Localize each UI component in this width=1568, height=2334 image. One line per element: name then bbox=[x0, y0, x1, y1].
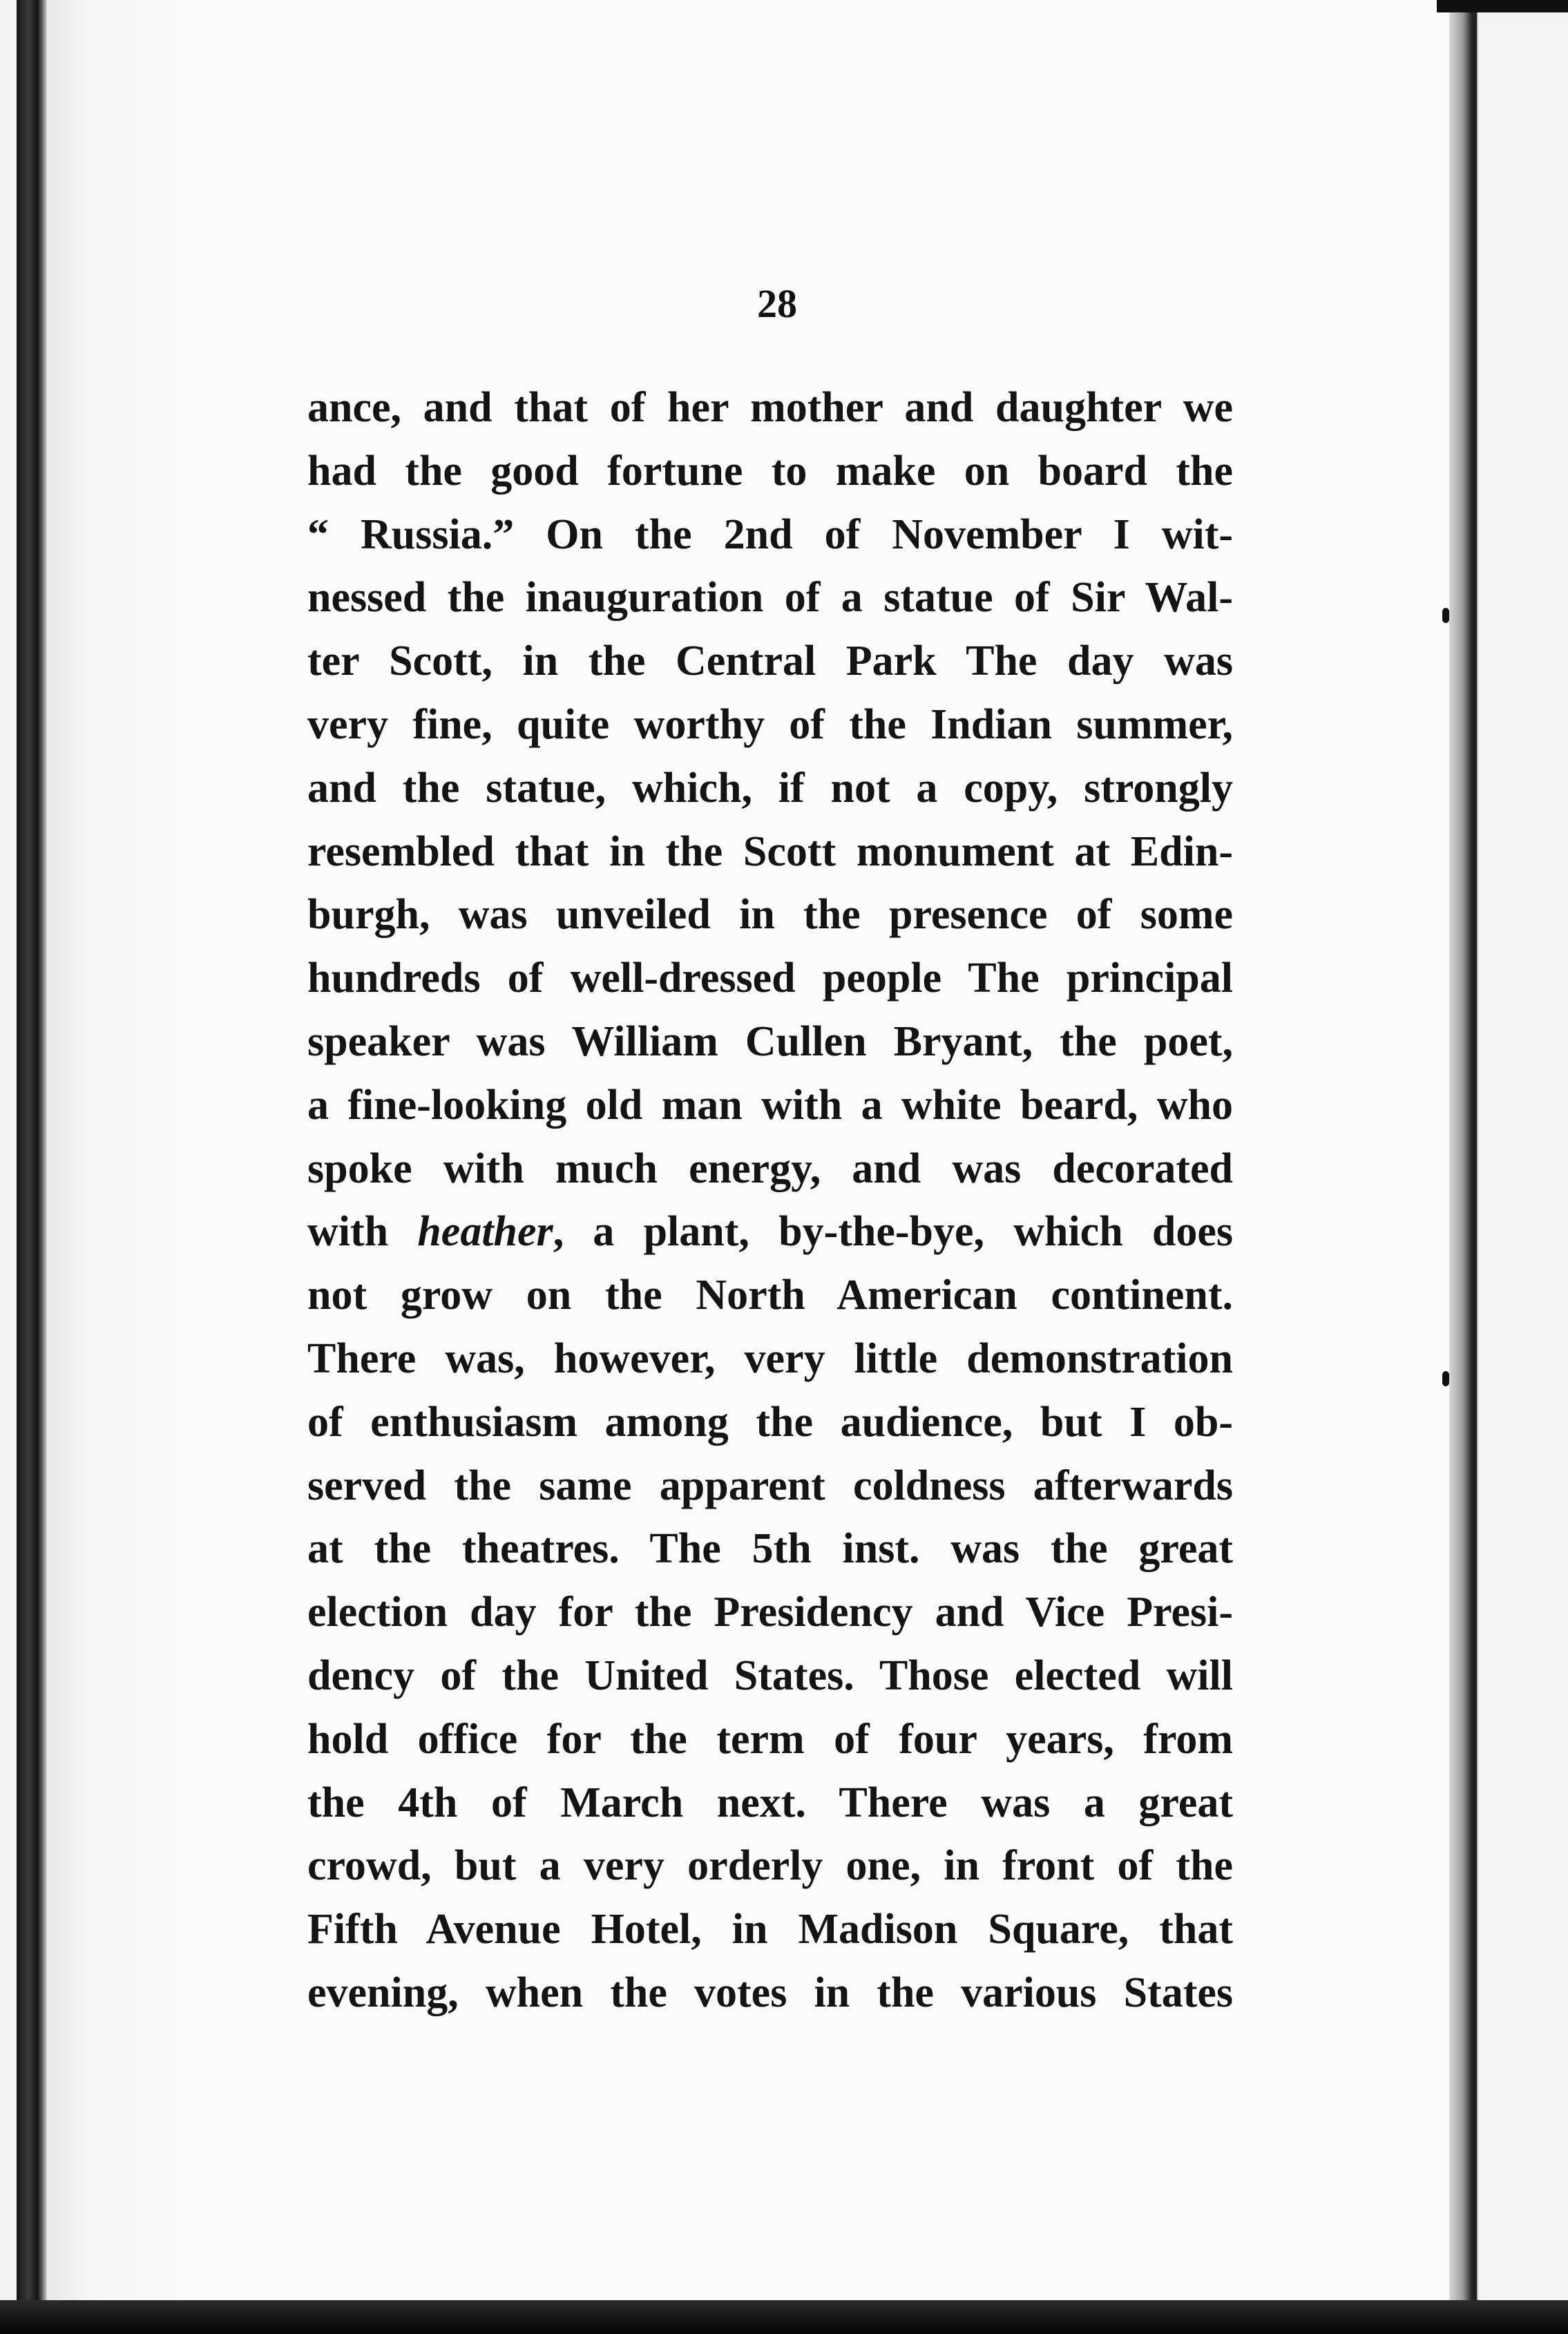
text-line: spoke with much energy, and was decorated bbox=[307, 1145, 1233, 1192]
text-line: a fine-looking old man with a white beard, who bbox=[307, 1081, 1233, 1129]
text-line: hold office for the term of four years, from bbox=[307, 1715, 1233, 1763]
text-line: Fifth Avenue Hotel, in Madison Square, that bbox=[307, 1906, 1233, 1953]
text-line: ance, and that of her mother and daughter we bbox=[307, 384, 1233, 431]
book-binding-shadow bbox=[17, 0, 47, 2334]
text-line: ter Scott, in the Central Park The day was bbox=[307, 638, 1233, 685]
text-line: served the same apparent coldness afterwards bbox=[307, 1462, 1233, 1509]
italic-word: heather bbox=[417, 1208, 553, 1256]
text-line: speaker was William Cullen Bryant, the poet, bbox=[307, 1017, 1233, 1065]
text-line: and the statue, which, if not a copy, strongly bbox=[307, 764, 1233, 812]
text-line: at the theatres. The 5th inst. was the great bbox=[307, 1525, 1233, 1573]
scan-corner-mark bbox=[1437, 0, 1568, 12]
text-line: burgh, was unveiled in the presence of some bbox=[307, 891, 1233, 939]
page-number: 28 bbox=[757, 281, 797, 326]
text-line: crowd, but a very orderly one, in front of the bbox=[307, 1842, 1233, 1890]
text-line: “ Russia.” On the 2nd of November I wit- bbox=[307, 510, 1233, 558]
text-line: of enthusiasm among the audience, but I ob- bbox=[307, 1398, 1233, 1446]
text-line: the 4th of March next. There was a great bbox=[307, 1779, 1233, 1826]
text-line: not grow on the North American continent. bbox=[307, 1272, 1233, 1319]
scan-bottom-border bbox=[0, 2300, 1568, 2334]
text-line: with heather, a plant, by-the-bye, which does bbox=[307, 1208, 1233, 1256]
previous-page-edge bbox=[0, 0, 17, 2334]
text-line: very fine, quite worthy of the Indian summer, bbox=[307, 700, 1233, 748]
text-line: resembled that in the Scott monument at Edin- bbox=[307, 828, 1233, 875]
text-line: had the good fortune to make on board the bbox=[307, 447, 1233, 495]
text-line: dency of the United States. Those elected will bbox=[307, 1652, 1233, 1699]
text-line: evening, when the votes in the various States bbox=[307, 1969, 1233, 2016]
text-line: nessed the inauguration of a statue of Sir Wal- bbox=[307, 574, 1233, 622]
right-page-gutter bbox=[1449, 0, 1477, 2307]
body-text bbox=[307, 376, 1233, 2025]
binding-thread-mark bbox=[1442, 1371, 1449, 1386]
text-line: There was, however, very little demonstration bbox=[307, 1335, 1233, 1382]
binding-thread-mark bbox=[1442, 608, 1449, 623]
text-line: election day for the Presidency and Vice Presi- bbox=[307, 1589, 1233, 1636]
text-line: hundreds of well-dressed people The principal bbox=[307, 955, 1233, 1002]
next-page-edge bbox=[1477, 0, 1568, 2334]
